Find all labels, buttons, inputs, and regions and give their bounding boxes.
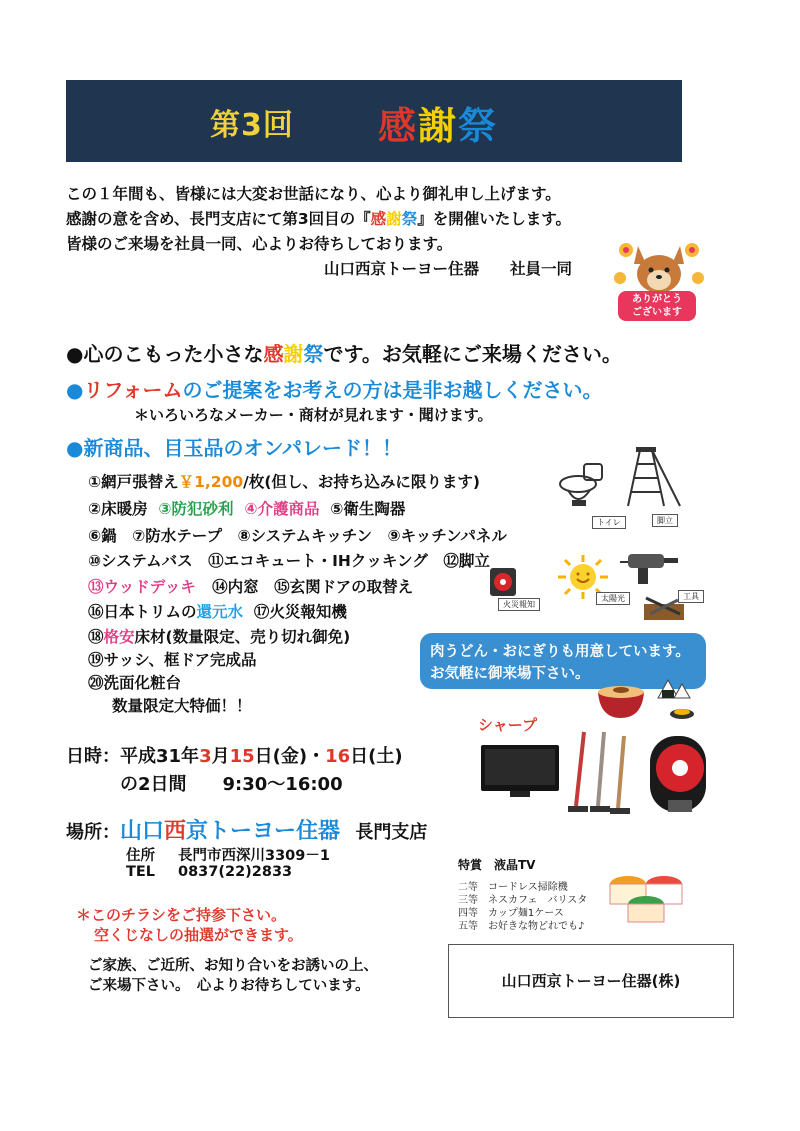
item-row-10: 数量限定大特価！！ <box>112 697 252 715</box>
company-name: 山口西京トーヨー住器(株) <box>501 972 681 990</box>
toilet-label: トイレ <box>592 516 626 529</box>
signature: 山口西京トーヨー住器 社員一同 <box>324 260 573 278</box>
toilet-icon <box>554 460 614 516</box>
address: 長門市西深川3309－1 <box>178 848 330 864</box>
item-row-6: ⑯日本トリムの還元水 ⑰火災報知機 <box>88 603 347 621</box>
item-row-5: ⑬ウッドデッキ ⑭内窓 ⑮玄関ドアの取替え <box>88 578 414 596</box>
coffee-maker-image <box>640 732 720 820</box>
item-row-9: ⑳洗面化粧台 <box>88 674 182 692</box>
banner-title: 感謝祭 <box>378 104 499 148</box>
closing-line-2: ご来場下さい。 心よりお待ちしています。 <box>88 978 370 994</box>
heading-festival: ●心のこもった小さな感謝祭です。お気軽にご来場ください。 <box>66 342 622 366</box>
item-row-7: ⑱格安床材(数量限定、売り切れ御免) <box>88 628 351 646</box>
thanks-badge: ありがとう ございます <box>618 291 696 321</box>
ladder-label: 脚立 <box>652 514 678 527</box>
prize-5: 五等 お好きな物どれでも♪ <box>458 921 585 932</box>
tel-label: TEL <box>126 864 156 880</box>
item-row-3: ⑥鍋 ⑦防水テープ ⑧システムキッチン ⑨キッチンパネル <box>88 527 507 545</box>
food-bubble-line-2: お気軽に御来場下さい。 <box>430 666 590 682</box>
closing-line-1: ご家族、ご近所、お知り合いをお誘いの上、 <box>88 958 378 974</box>
drill-icon <box>618 548 680 588</box>
cup-noodle-image <box>606 870 690 928</box>
address-label: 住所 <box>126 848 155 864</box>
lcd-tv-image <box>480 744 560 800</box>
sun-label: 太陽光 <box>596 592 630 605</box>
tools-label: 工具 <box>678 590 704 603</box>
reform-note: ＊いろいろなメーカー・商材が見れます・聞けます。 <box>134 406 493 424</box>
ladder-icon <box>624 446 684 508</box>
event-time: の2日間 9:30～16:00 <box>120 774 343 795</box>
udon-onigiri-icon <box>594 674 704 722</box>
prize-3: 三等 ネスカフェ バリスタ <box>458 895 588 906</box>
item-row-1: ①網戸張替え￥1,200/枚(但し、お持ち込みに限ります) <box>88 473 480 491</box>
fire-alarm-label: 火災報知 <box>498 598 540 611</box>
item-row-2: ②床暖房 ③防犯砂利 ④介護商品 ⑤衛生陶器 <box>88 500 406 518</box>
prize-top: 特賞 液晶TV <box>458 858 536 872</box>
title-banner <box>66 80 682 162</box>
prize-2: 二等 コードレス掃除機 <box>458 882 568 893</box>
event-place: 場所：山口西京トーヨー住器 長門支店 <box>66 819 428 844</box>
banner-edition: 第3回 <box>210 108 294 143</box>
fire-alarm-icon <box>484 562 524 602</box>
heading-reform: ●リフォームのご提案をお考えの方は是非お越しください。 <box>66 378 603 402</box>
item-row-4: ⑩システムバス ⑪エコキュート・IHクッキング ⑫脚立 <box>88 552 490 570</box>
prize-4: 四等 カップ麺1ケース <box>458 908 564 919</box>
event-date: 日時：平成31年3月15日(金)・16日(土) <box>66 746 403 767</box>
heading-new-products: ●新商品、目玉品のオンパレード！！ <box>66 436 403 460</box>
item-row-8: ⑲サッシ、框ドア完成品 <box>88 651 257 669</box>
intro-line-2: 感謝の意を含め、長門支店にて第3回目の『感謝祭』を開催いたします。 <box>66 210 571 228</box>
flyer-note-1: ＊このチラシをご持参下さい。 <box>76 906 287 924</box>
intro-line-1: この１年間も、皆様には大変お世話になり、心より御礼申し上げます。 <box>66 185 561 203</box>
cordless-vacuum-image <box>566 728 632 818</box>
tel-number: 0837(22)2833 <box>178 864 293 880</box>
intro-line-3: 皆様のご来場を社員一同、心よりお待ちしております。 <box>66 235 453 253</box>
food-bubble-line-1: 肉うどん・おにぎりも用意しています。 <box>430 644 690 660</box>
toolbox-icon <box>640 594 688 624</box>
flyer-note-2: 空くじなしの抽選ができます。 <box>94 926 303 944</box>
sharp-brand: シャープ <box>478 716 537 734</box>
